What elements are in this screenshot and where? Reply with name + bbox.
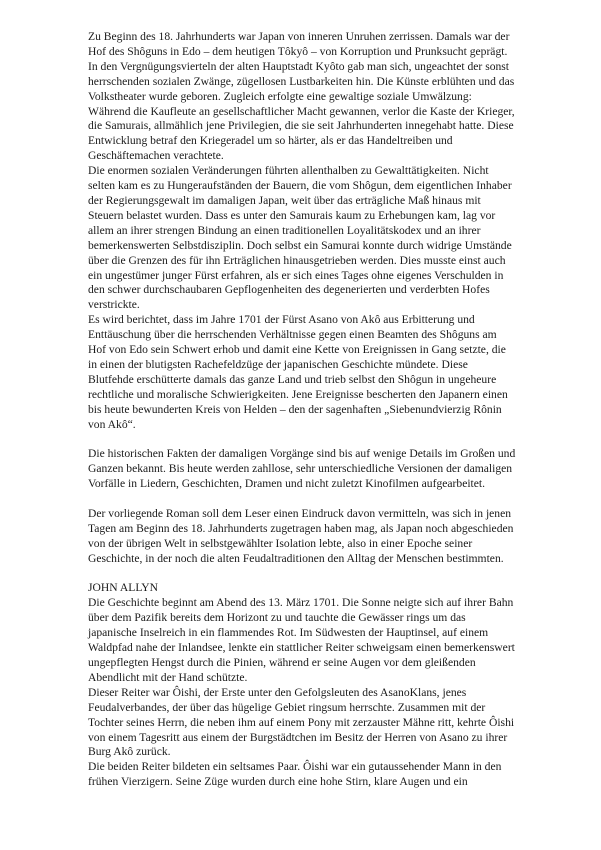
page-body bbox=[88, 30, 516, 790]
story-paragraph-2: Dieser Reiter war Ôishi, der Erste unter den Gefolgsleuten des AsanoKlans, jenes Feudalverbandes, der über das hügelige Gebiet ringsum herrschte. Zusammen mit der Tochter seines Herrn, die neben ihm auf einem Pony mit zerzauster Mähne ritt, kehrte Ôishi von einem Tagesritt aus einem der Burgstädtchen im Besitz der Herren von Asano zu ihrer Burg Akô zurück. bbox=[88, 685, 515, 759]
paragraph-gap bbox=[88, 492, 516, 507]
intro-paragraph-1: Zu Beginn des 18. Jahrhunderts war Japan von inneren Unruhen zerrissen. Damals war der Hof des Shôguns in Edo – dem heutigen Tôkyô – von Korruption und Prunksucht geprägt. In den Vergnügungsvierteln der alten Hauptstadt Kyôto gab man sich, ungeachtet der sonst herrschenden sozialen Zwänge, zügellosen Lustbarkeiten hin. Die Künste erblühten und das Volkstheater wurde geboren. Zugleich erfolgte eine gewaltige soziale Umwälzung: Während die Kaufleute an gesellschaftlicher Macht gewannen, verlor die Kaste der Krieger, die Samurais, allmählich jene Privilegien, die sie seit Jahrhunderten innegehabt hatte. Diese Entwicklung betraf den Kriegeradel um so härter, als er das Handeltreiben und Geschäftemachen verachtete. bbox=[88, 30, 515, 163]
story-paragraph-3: Die beiden Reiter bildeten ein seltsames Paar. Ôishi war ein gutaussehender Mann in den frühen Vierzigern. Seine Züge wurden durch eine hohe Stirn, klare Augen und ein bbox=[88, 760, 502, 789]
facts-paragraph: Die historischen Fakten der damaligen Vorgänge sind bis auf wenige Details im Großen und Ganzen bekannt. Bis heute werden zahllose, sehr unterschiedliche Versionen der damaligen Vorfälle in Liedern, Geschichten, Dramen und nicht zuletzt Kinofilmen aufgearbeitet. bbox=[88, 447, 516, 491]
novel-paragraph: Der vorliegende Roman soll dem Leser einen Eindruck davon vermitteln, was sich in jenen Tagen am Beginn des 18. Jahrhunderts zugetragen haben mag, als Japan noch abgeschieden von der übrigen Welt in selbstgewählter Isolation lebte, also in einer Epoche seiner Geschichte, in der noch die alten Feudaltraditionen den Alltag der Menschen bestimmten. bbox=[88, 506, 514, 565]
story-paragraph-1: Die Geschichte beginnt am Abend des 13. März 1701. Die Sonne neigte sich auf ihrer Bahn über dem Pazifik bereits dem Horizont zu und tauchte die Gewässer rings um das japanische Inselreich in ein flammendes Rot. Im Südwesten der Hauptinsel, auf einem Waldpfad nahe der Inlandsee, lenkte ein stattlicher Reiter schweigsam einen bemerkenswert ungepflegten Hengst durch die Pinien, während er seine Augen vor dem gleißenden Abendlicht mit der Hand schützte. bbox=[88, 596, 515, 684]
intro-paragraph-3: Es wird berichtet, dass im Jahre 1701 der Fürst Asano von Akô aus Erbitterung und Enttäuschung über die herrschenden Verhältnisse gegen einen Beamten des Shôguns am Hof von Edo sein Schwert erhob und damit eine Kette von Ereignissen in Gang setzte, die in einen der blutigsten Rachefeldzüge der japanischen Geschichte mündete. Diese Blutfehde erschütterte damals das ganze Land und trieb selbst den Shôgun in ungeheure rechtliche und moralische Schwierigkeiten. Jene Ereignisse bescherten den Japanern einen bis heute bewunderten Kreis von Helden – den der sagenhaften „Siebenundvierzig Rônin von Akô“. bbox=[88, 313, 508, 431]
paragraph-gap bbox=[88, 567, 516, 582]
paragraph-gap bbox=[88, 432, 516, 447]
author-name: JOHN ALLYN bbox=[88, 581, 159, 595]
intro-paragraph-2: Die enormen sozialen Veränderungen führten allenthalben zu Gewalttätigkeiten. Nicht selten kam es zu Hungeraufständen der Bauern, die vom Shôgun, dem eigentlichen Inhaber der Regierungsgewalt im damaligen Japan, weit über das erträgliche Maß hinaus mit Steuern belastet wurden. Dass es unter den Samurais kaum zu Erhebungen kam, lag vor allem an ihrer strengen Bindung an einen traditionellen Loyalitätskodex und an ihrer bemerkenswerten Selbstdisziplin. Doch selbst ein Samurai konnte durch widrige Umstände über die Grenzen des für ihn Erträglichen hinausgetrieben werden. Dies musste einst auch ein ungestümer junger Fürst erfahren, als er sich eines Tages ohne eigenes Verschulden in den schwer durchschaubaren Gepflogenheiten des degenerierten und verderbten Hofes verstrickte. bbox=[88, 164, 512, 312]
